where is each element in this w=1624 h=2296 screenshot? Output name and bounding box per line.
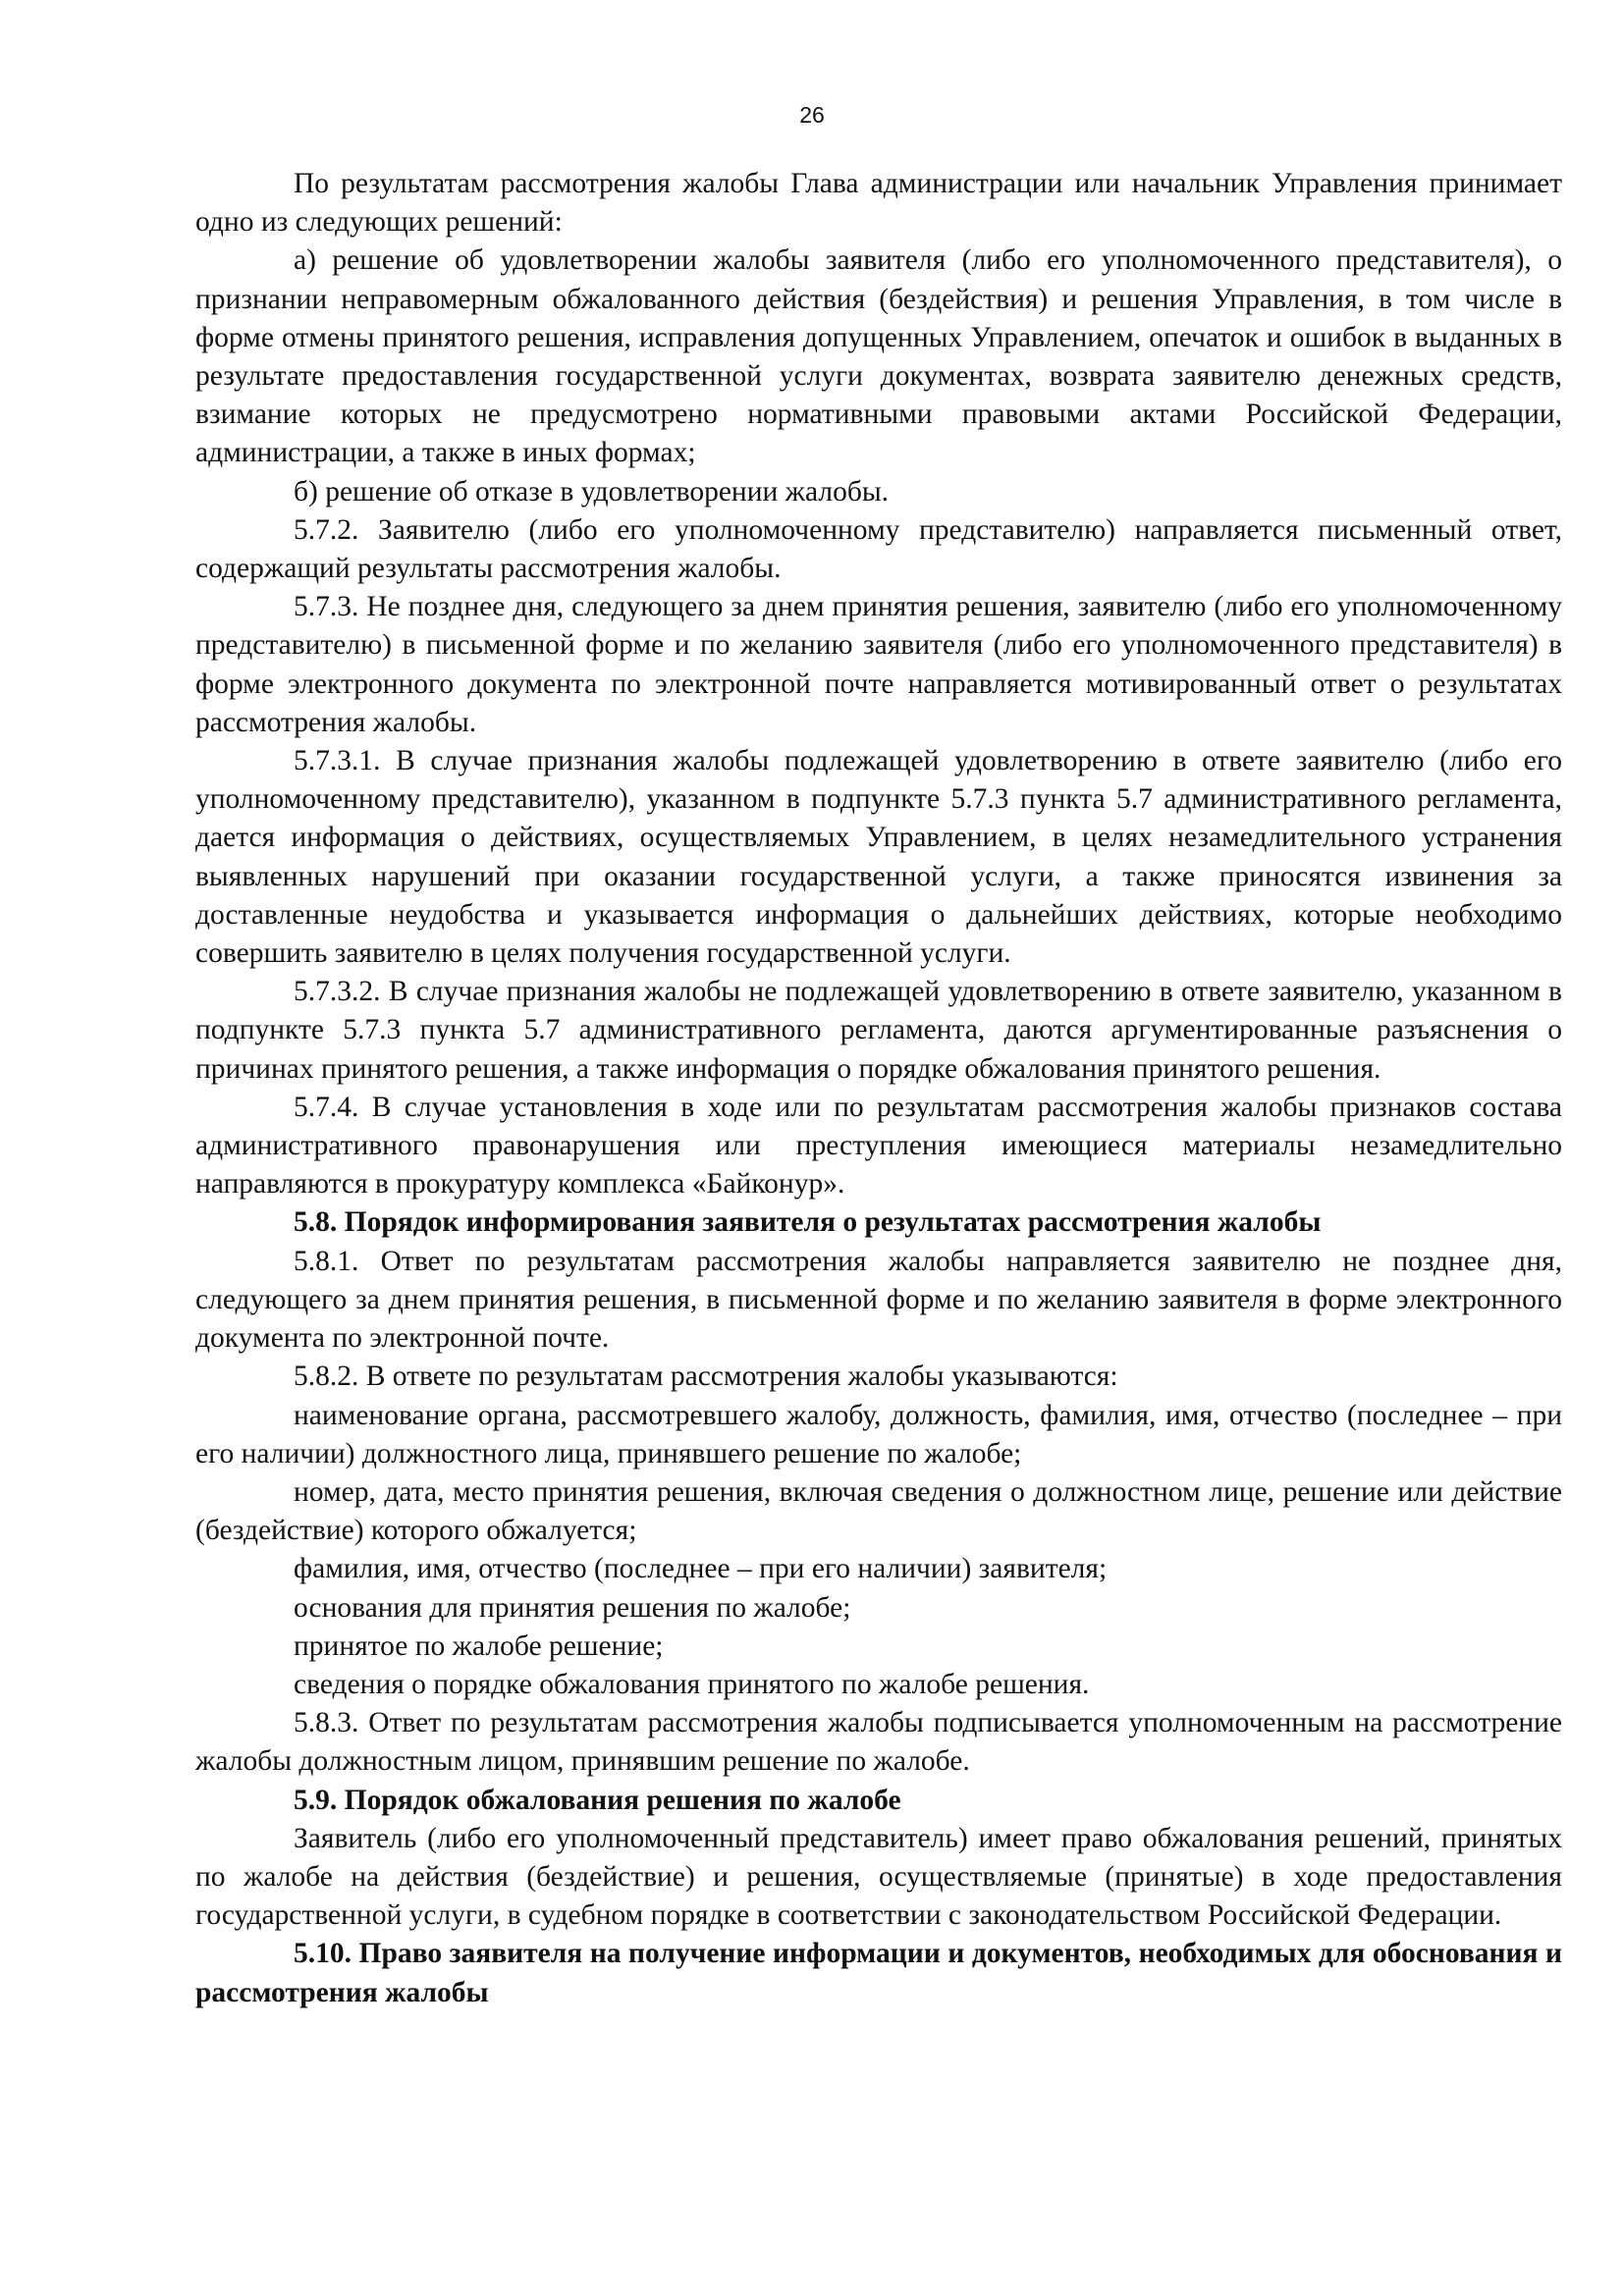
document-body: [195, 165, 1562, 2012]
paragraph: номер, дата, место принятия решения, включая сведения о должностном лице, решение или действие (бездействие) которого обжалуется;: [195, 1475, 1562, 1547]
paragraph: б) решение об отказе в удовлетворении жалобы.: [294, 475, 890, 507]
paragraph: 5.8.2. В ответе по результатам рассмотрения жалобы указываются:: [294, 1361, 1118, 1393]
paragraph: Заявитель (либо его уполномоченный представитель) имеет право обжалования решений, принятых по жалобе на действия (бездействие) и решения, осуществляемые (принятые) в ходе предоставления государственной услуги, в судебном порядке в соответствии с законодательством Российской Федерации.: [195, 1822, 1562, 1932]
paragraph: 5.7.2. Заявителю (либо его уполномоченному представителю) направляется письменный ответ, содержащий результаты рассмотрения жалобы.: [195, 513, 1562, 585]
section-heading: 5.9. Порядок обжалования решения по жалобе: [294, 1784, 901, 1816]
paragraph: По результатам рассмотрения жалобы Глава администрации или начальник Управления принимает одно из следующих решений:: [195, 168, 1562, 239]
paragraph: 5.8.3. Ответ по результатам рассмотрения жалобы подписывается уполномоченным на рассмотрение жалобы должностным лицом, принявшим решение по жалобе.: [195, 1707, 1562, 1778]
paragraph: сведения о порядке обжалования принятого по жалобе решения.: [294, 1668, 1090, 1700]
paragraph: наименование органа, рассмотревшего жалобу, должность, фамилия, имя, отчество (последнее – при его наличии) должностного лица, принявшего решение по жалобе;: [195, 1399, 1562, 1469]
paragraph: 5.7.3.1. В случае признания жалобы подлежащей удовлетворению в ответе заявителю (либо его уполномоченному представителю), указанном в подпункте 5.7.3 пункта 5.7 административного регламента, дается информация о действиях, осуществляемых Управлением, в целях незамедлительного устранения выявленных нарушений при оказании государственной услуги, а также приносятся извинения за доставленные неудобства и указывается информация о дальнейших действиях, которые необходимо совершить заявителю в целях получения государственной услуги.: [195, 745, 1562, 970]
page-number: 26: [799, 102, 825, 128]
paragraph: а) решение об удовлетворении жалобы заявителя (либо его уполномоченного представителя), о признании неправомерным обжалованного действия (бездействия) и решения Управления, в том числе в форме отмены принятого решения, исправления допущенных Управлением, опечаток и ошибок в выданных в результате предоставления государственной услуги документах, возврата заявителю денежных средств, взимание которых не предусмотрено нормативными правовыми актами Российской Федерации, администрации, а также в иных формах;: [195, 244, 1562, 469]
paragraph: 5.7.4. В случае установления в ходе или по результатам рассмотрения жалобы признаков состава административного правонарушения или преступления имеющиеся материалы незамедлительно направляются в прокуратуру комплекса «Байконур».: [195, 1091, 1562, 1201]
paragraph: 5.8.1. Ответ по результатам рассмотрения жалобы направляется заявителю не позднее дня, следующего за днем принятия решения, в письменной форме и по желанию заявителя в форме электронного документа по электронной почте.: [195, 1245, 1562, 1355]
paragraph: фамилия, имя, отчество (последнее – при его наличии) заявителя;: [294, 1553, 1108, 1585]
paragraph: 5.7.3. Не позднее дня, следующего за днем принятия решения, заявителю (либо его уполномоченному представителю) в письменной форме и по желанию заявителя (либо его уполномоченного представителя) в форме электронного документа по электронной почте направляется мотивированный ответ о результатах рассмотрения жалобы.: [195, 591, 1562, 738]
paragraph: 5.7.3.2. В случае признания жалобы не подлежащей удовлетворению в ответе заявителю, указанном в подпункте 5.7.3 пункта 5.7 административного регламента, даются аргументированные разъяснения о причинах принятого решения, а также информация о порядке обжалования принятого решения.: [195, 976, 1562, 1085]
section-heading: 5.8. Порядок информирования заявителя о результатах рассмотрения жалобы: [294, 1206, 1322, 1239]
paragraph: принятое по жалобе решение;: [294, 1629, 664, 1662]
paragraph: основания для принятия решения по жалобе;: [294, 1591, 851, 1624]
section-heading: 5.10. Право заявителя на получение информации и документов, необходимых для обоснования и рассмотрения жалобы: [195, 1938, 1562, 2008]
